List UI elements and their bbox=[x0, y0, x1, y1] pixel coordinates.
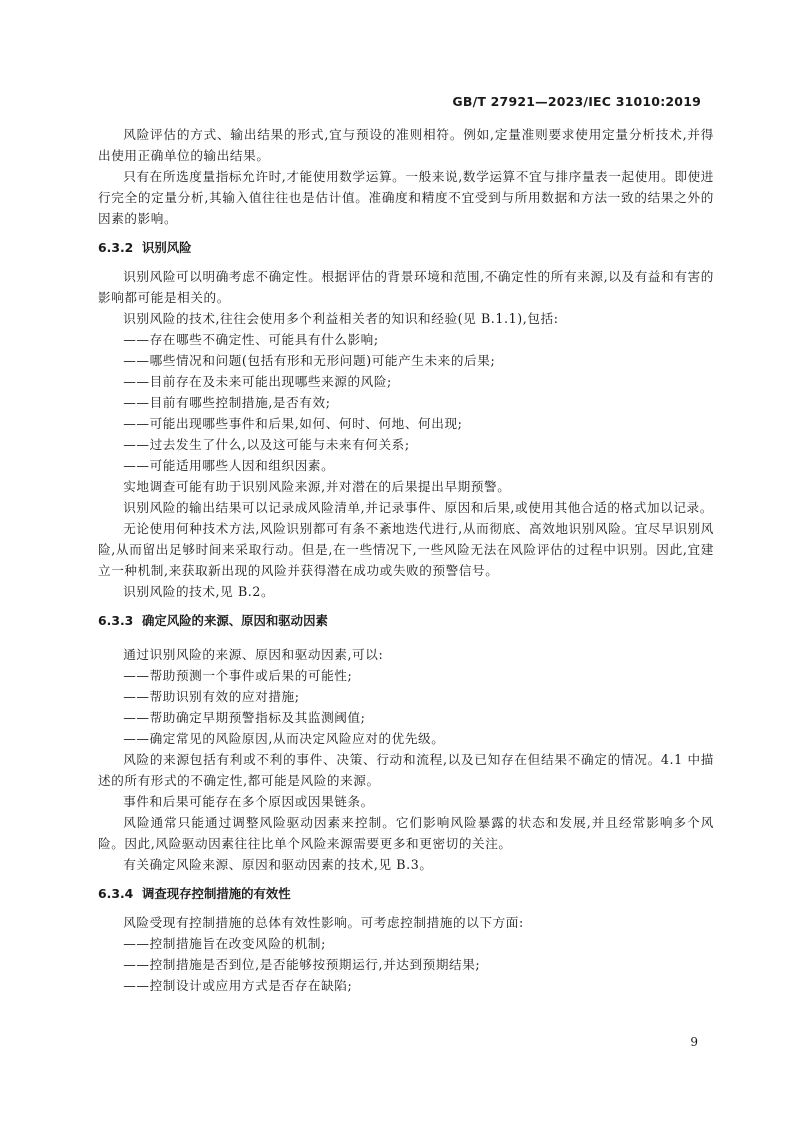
section-title: 识别风险 bbox=[142, 240, 192, 255]
list-item: ——帮助识别有效的应对措施; bbox=[123, 689, 300, 704]
section-title: 调查现存控制措施的有效性 bbox=[142, 886, 291, 901]
intro-paragraph-2: 只有在所选度量指标允许时,才能使用数学运算。一般来说,数学运算不宜与排序量表一起使用。即使进行完全的定量分析,其输入值往往也是估计值。准确度和精度不宜受到与所用数据和方法一致的结果之外的因素的影响。 bbox=[98, 169, 714, 226]
list-item: ——控制措施旨在改变风险的机制; bbox=[123, 936, 326, 951]
intro-paragraph-1: 风险评估的方式、输出结果的形式,宜与预设的准则相符。例如,定量准则要求使用定量分析技术,并得出使用正确单位的输出结果。 bbox=[98, 127, 714, 163]
page-content bbox=[98, 124, 714, 996]
paragraph: 风险的来源包括有利或不利的事件、决策、行动和流程,以及已知存在但结果不确定的情况。4.1 中描述的所有形式的不确定性,都可能是风险的来源。 bbox=[98, 752, 714, 788]
list-item: ——帮助确定早期预警指标及其监测阈值; bbox=[123, 710, 366, 725]
list-item: ——控制设计或应用方式是否存在缺陷; bbox=[123, 978, 353, 993]
paragraph: 无论使用何种技术方法,风险识别都可有条不紊地迭代进行,从而彻底、高效地识别风险。宜尽早识别风险,从而留出足够时间来采取行动。但是,在一些情况下,一些风险无法在风险评估的过程中识别。因此,宜建立一种机制,来获取新出现的风险并获得潜在成功或失败的预警信号。 bbox=[98, 521, 714, 578]
section-heading-6-3-3 bbox=[98, 611, 714, 631]
section-heading-6-3-4 bbox=[98, 884, 714, 904]
section-number: 6.3.3 bbox=[98, 613, 134, 628]
list-item: ——确定常见的风险原因,从而决定风险应对的优先级。 bbox=[123, 731, 445, 746]
paragraph: 识别风险可以明确考虑不确定性。根据评估的背景环境和范围,不确定性的所有来源,以及有益和有害的影响都可能是相关的。 bbox=[98, 269, 714, 305]
list-item: ——控制措施是否到位,是否能够按预期运行,并达到预期结果; bbox=[123, 957, 481, 972]
paragraph: 通过识别风险的来源、原因和驱动因素,可以: bbox=[123, 647, 384, 662]
paragraph: 风险通常只能通过调整风险驱动因素来控制。它们影响风险暴露的状态和发展,并且经常影响多个风险。因此,风险驱动因素往往比单个风险来源需要更多和更密切的关注。 bbox=[98, 815, 714, 851]
section-heading-6-3-2 bbox=[98, 238, 714, 258]
list-item: ——目前存在及未来可能出现哪些来源的风险; bbox=[123, 374, 392, 389]
page-number: 9 bbox=[690, 1035, 698, 1049]
list-item: ——存在哪些不确定性、可能具有什么影响; bbox=[123, 332, 379, 347]
section-title: 确定风险的来源、原因和驱动因素 bbox=[142, 613, 328, 628]
paragraph: 识别风险的技术,往往会使用多个利益相关者的知识和经验(见 B.1.1),包括: bbox=[123, 311, 559, 326]
paragraph: 风险受现有控制措施的总体有效性影响。可考虑控制措施的以下方面: bbox=[123, 915, 524, 930]
section-number: 6.3.4 bbox=[98, 886, 134, 901]
list-item: ——哪些情况和问题(包括有形和无形问题)可能产生未来的后果; bbox=[123, 353, 496, 368]
list-item: ——帮助预测一个事件或后果的可能性; bbox=[123, 668, 353, 683]
section-number: 6.3.2 bbox=[98, 240, 134, 255]
list-item: ——可能适用哪些人因和组织因素。 bbox=[123, 458, 335, 473]
paragraph: 实地调查可能有助于识别风险来源,并对潜在的后果提出早期预警。 bbox=[123, 479, 511, 494]
list-item: ——过去发生了什么,以及这可能与未来有何关系; bbox=[123, 437, 410, 452]
paragraph: 事件和后果可能存在多个原因或因果链条。 bbox=[123, 794, 374, 809]
standard-code-header: GB/T 27921—2023/IEC 31010:2019 bbox=[452, 94, 701, 109]
paragraph: 识别风险的输出结果可以记录成风险清单,并记录事件、原因和后果,或使用其他合适的格式加以记录。 bbox=[123, 500, 713, 515]
list-item: ——可能出现哪些事件和后果,如何、何时、何地、何出现; bbox=[123, 416, 463, 431]
paragraph: 识别风险的技术,见 B.2。 bbox=[123, 584, 275, 599]
paragraph: 有关确定风险来源、原因和驱动因素的技术,见 B.3。 bbox=[123, 857, 433, 872]
list-item: ——目前有哪些控制措施,是否有效; bbox=[123, 395, 331, 410]
